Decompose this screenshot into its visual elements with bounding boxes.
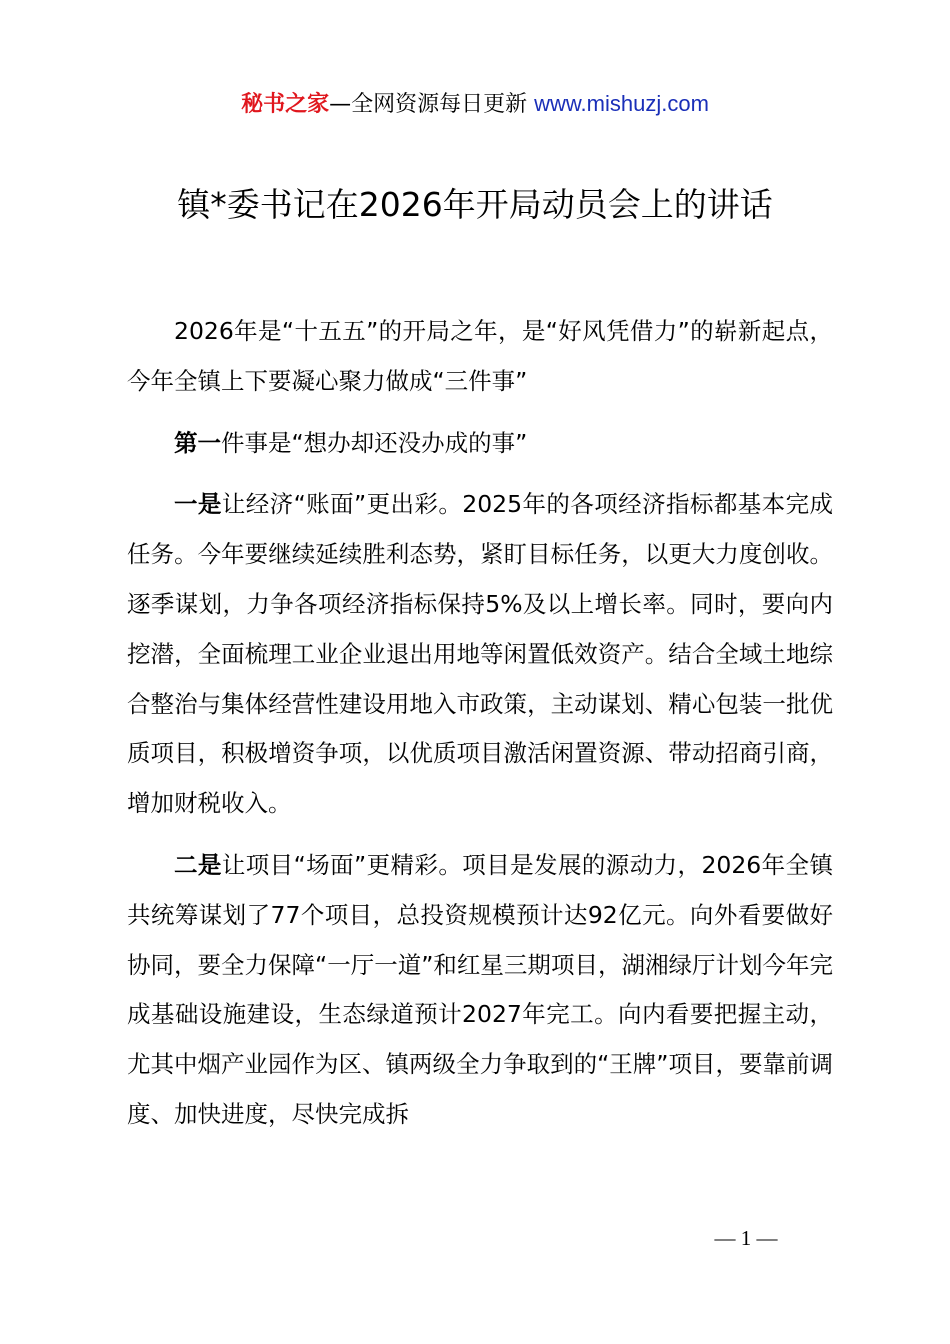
paragraph-intro [127,307,833,407]
site-tagline: —全网资源每日更新 [329,92,528,117]
paragraph-text: 让项目“场面”更精彩。项目是发展的源动力，2026年全镇共统筹谋划了77个项目，总投资规模预计达92亿元。向外看要做好协同，要全力保障“一厅一道”和红星三期项目，湖湘绿厅计划今年完成基础设施建设，生态绿道预计2027年完工。向内看要把握主动，尤其中烟产业园作为区、镇两级全力争取到的“王牌”项目，要靠前调度、加快进度，尽快完成拆 [127,850,834,1128]
paragraph-point-one [127,480,833,829]
paragraph-text: 件事是“想办却还没办成的事” [221,428,528,457]
paragraph-lead: 第一 [174,428,221,457]
site-header [0,88,950,121]
paragraph-text: 2026年是“十五五”的开局之年，是“好风凭借力”的崭新起点，今年全镇上下要凝心聚力做成“三件事” [127,317,833,395]
page-number: — 1 — [714,1226,778,1250]
paragraph-lead: 二是 [174,850,222,879]
paragraph-lead: 一是 [174,490,222,519]
document-title: 镇*委书记在2026年开局动员会上的讲话 [177,185,773,224]
paragraph-first-matter [127,419,833,469]
paragraph-text: 让经济“账面”更出彩。2025年的各项经济指标都基本完成任务。今年要继续延续胜利态势，紧盯目标任务，以更大力度创收。逐季谋划，力争各项经济指标保持5%及以上增长率。同时，要向内挖潜，全面梳理工业企业退出用地等闲置低效资产。结合全域土地综合整治与集体经营性建设用地入市政策，主动谋划、精心包装一批优质项目，积极增资争项，以优质项目激活闲置资源、带动招商引商，增加财税收入。 [127,490,834,818]
site-brand: 秘书之家 [241,92,330,117]
site-url-link[interactable]: www.mishuzj.com [534,91,709,116]
document-body [127,307,833,1152]
paragraph-point-two [127,841,833,1140]
